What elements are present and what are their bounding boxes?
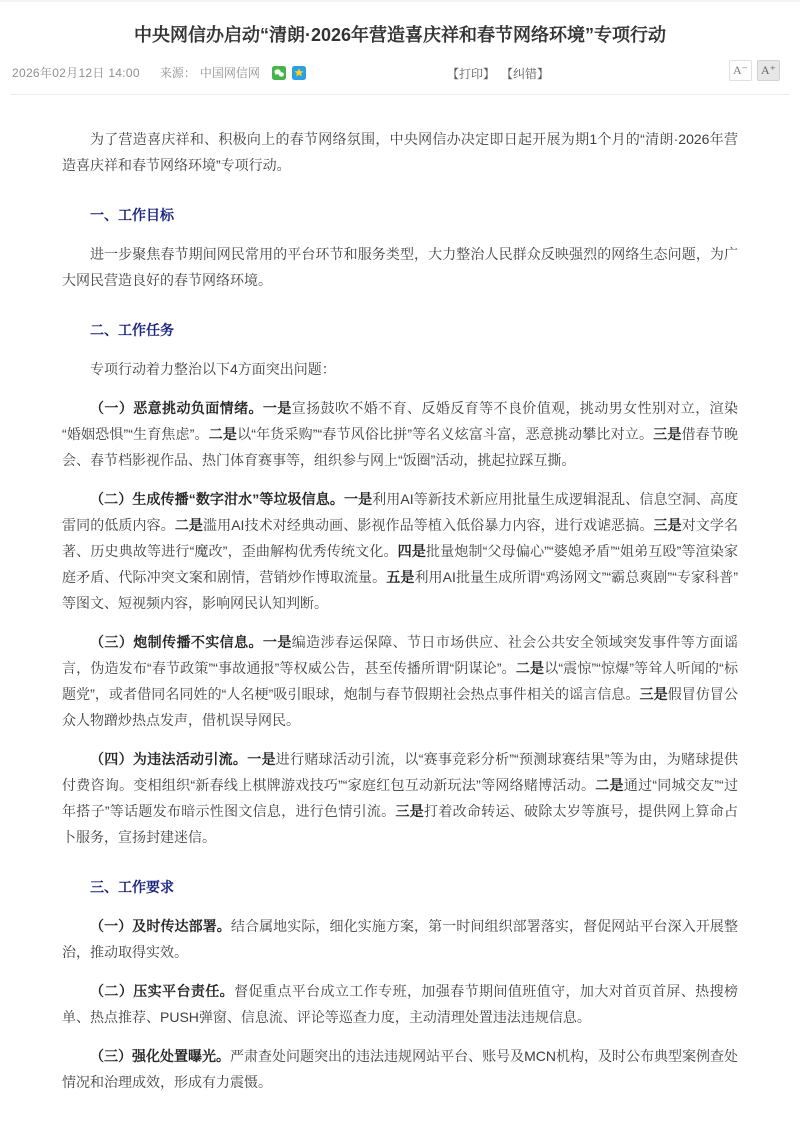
paragraph-bold-segment: 五是	[386, 569, 415, 585]
print-button[interactable]: 【打印】	[447, 67, 496, 81]
paragraph-bold-segment: 三是	[653, 517, 682, 533]
paragraph-segment: 以“年货采购”“春节风俗比拼”等名义炫富斗富，恶意挑动攀比对立。	[237, 426, 654, 442]
paragraph	[62, 126, 738, 178]
meta-center-group	[447, 65, 549, 82]
paragraph-segment: 以“震惊”“惊爆”等耸人听闻的“标题党”，或者借同名同姓的“人名梗”吸引眼球，炮制与春节假期社会热点事件相关的谣言信息。	[62, 660, 739, 702]
font-larger-button[interactable]: A⁺	[757, 60, 780, 81]
paragraph-bold-segment: 二是	[595, 777, 624, 793]
meta-bar	[0, 64, 800, 88]
page-title: 中央网信办启动“清朗·2026年营造喜庆祥和春节网络环境”专项行动	[133, 25, 667, 45]
font-size-controls	[729, 60, 780, 81]
paragraph-bold-segment: 三是	[395, 803, 425, 819]
paragraph-bold-segment: 一是	[247, 751, 276, 767]
paragraph	[62, 629, 738, 733]
paragraph-bold-segment: 三是	[639, 686, 668, 702]
paragraph-segment: 结合属地实际，细化实施方案，第一时间组织部署落实，督促网站平台深入开展整治，推动取得实效。	[62, 918, 738, 960]
publish-date: 2026年02月12日 14:00	[12, 66, 140, 80]
paragraph	[62, 241, 738, 293]
paragraph	[62, 913, 738, 965]
section-heading: 三、工作要求	[90, 879, 174, 895]
paragraph-segment: 对文学名著、历史典故等进行“魔改”，歪曲解构优秀传统文化。	[62, 517, 739, 559]
paragraph	[62, 746, 738, 850]
font-smaller-button[interactable]: A⁻	[729, 60, 752, 81]
paragraph-segment: 进行赌球活动引流，以“赛事竞彩分析”“预测球赛结果”等为由，为赌球提供付费咨询。变相组织“新春线上棋牌游戏技巧”“家庭红包互动新玩法”等网络赌博活动。	[62, 751, 739, 793]
paragraph-segment: 专项行动着力整治以下4方面突出问题：	[90, 361, 336, 377]
paragraph-segment: 利用AI批量生成所谓“鸡汤网文”“霸总爽剧”“专家科普”等图文、短视频内容，影响网民认知判断。	[62, 569, 739, 611]
paragraph-segment: 批量炮制“父母偏心”“婆媳矛盾”“姐弟互殴”等渲染家庭矛盾、代际冲突文案和剧情，营销炒作博取流量。	[62, 543, 738, 585]
paragraph-segment: 滥用AI技术对经典动画、影视作品等植入低俗暴力内容，进行戏谑恶搞。	[203, 517, 654, 533]
paragraph-segment: 打着改命转运、破除太岁等旗号，提供网上算命占卜服务，宣扬封建迷信。	[62, 803, 739, 845]
paragraph	[62, 486, 738, 616]
paragraph-bold-segment: （四）为违法活动引流。	[90, 751, 248, 767]
paragraph-segment: 宣扬鼓吹不婚不育、反婚反育等不良价值观，挑动男女性别对立，渲染“婚姻恐惧”“生育焦虑”。	[62, 400, 739, 442]
paragraph-segment: 进一步聚焦春节期间网民常用的平台环节和服务类型，大力整治人民群众反映强烈的网络生态问题，为广大网民营造良好的春节网络环境。	[62, 246, 738, 288]
paragraph	[62, 978, 738, 1030]
wechat-share-icon[interactable]	[272, 66, 286, 80]
paragraph-segment: 借春节晚会、春节档影视作品、热门体育赛事等，组织参与网上“饭圈”活动，挑起拉踩互撕。	[62, 426, 739, 468]
paragraph-bold-segment: 二是	[174, 517, 204, 533]
section-heading: 二、工作任务	[90, 322, 174, 338]
paragraph-bold-segment: 二是	[515, 660, 545, 676]
paragraph-bold-segment: （一）及时传达部署。	[90, 918, 231, 934]
paragraph-bold-segment: （二）压实平台责任。	[90, 983, 235, 999]
paragraph-bold-segment: 一是	[262, 400, 292, 416]
paragraph-bold-segment: 二是	[208, 426, 238, 442]
paragraph-bold-segment: （一）恶意挑动负面情绪。	[90, 400, 263, 416]
section-heading: 一、工作目标	[90, 207, 174, 223]
paragraph-segment: 严肃查处问题突出的违法违规网站平台、账号及MCN机构，及时公布典型案例查处情况和治理成效，形成有力震慑。	[62, 1048, 738, 1090]
paragraph-bold-segment: 一是	[343, 491, 373, 507]
paragraph-bold-segment: 四是	[397, 543, 427, 559]
paragraph-bold-segment: 三是	[653, 426, 682, 442]
paragraph-segment: 为了营造喜庆祥和、积极向上的春节网络氛围，中央网信办决定即日起开展为期1个月的“清朗·2026年营造喜庆祥和春节网络环境”专项行动。	[62, 131, 738, 173]
paragraph-segment: 编造涉春运保障、节日市场供应、社会公共安全领域突发事件等方面谣言，伪造发布“春节政策”“事故通报”等权威公告，甚至传播所谓“阴谋论”。	[62, 634, 739, 676]
paragraph-segment: 督促重点平台成立工作专班，加强春节期间值班值守，加大对首页首屏、热搜榜单、热点推荐、PUSH弹窗、信息流、评论等巡查力度，主动清理处置违法违规信息。	[62, 983, 739, 1025]
source-label: 来源：	[159, 66, 196, 80]
source-value: 中国网信网	[199, 66, 260, 80]
paragraph-bold-segment: （二）生成传播“数字泔水”等垃圾信息。	[90, 491, 344, 507]
error-correction-button[interactable]: 【纠错】	[501, 67, 550, 81]
article-body	[0, 95, 800, 1138]
paragraph-bold-segment: （三）炮制传播不实信息。	[90, 634, 263, 650]
paragraph	[62, 395, 738, 473]
paragraph	[62, 356, 738, 382]
share-icons	[272, 66, 306, 80]
paragraph-segment: 利用AI等新技术新应用批量生成逻辑混乱、信息空洞、高度雷同的低质内容。	[62, 491, 739, 533]
paragraph-bold-segment: （三）强化处置曝光。	[90, 1048, 231, 1064]
paragraph-bold-segment: 一是	[262, 634, 292, 650]
paragraph-segment: 通过“同城交友”“过年搭子”等话题发布暗示性图文信息，进行色情引流。	[62, 777, 738, 819]
paragraph	[62, 1043, 738, 1095]
qzone-share-icon[interactable]	[292, 66, 306, 80]
meta-left-group	[12, 64, 306, 81]
paragraph-segment: 假冒仿冒公众人物蹭炒热点发声，借机误导网民。	[62, 686, 739, 728]
